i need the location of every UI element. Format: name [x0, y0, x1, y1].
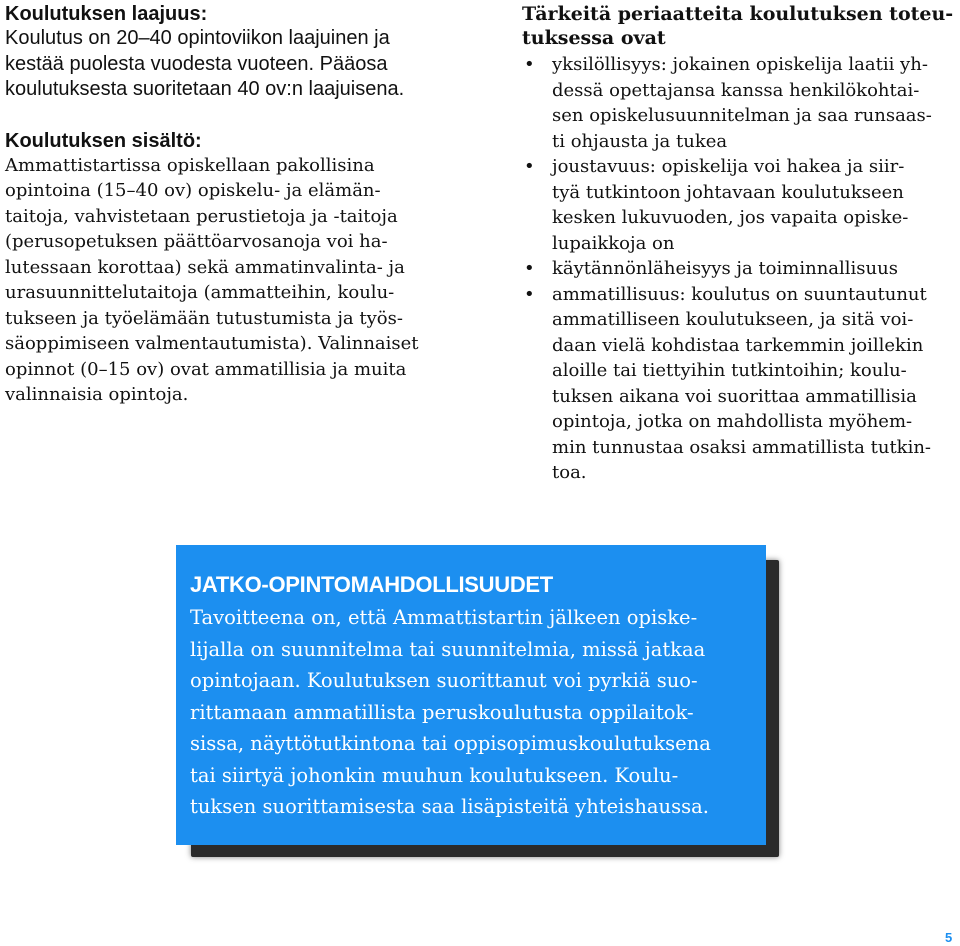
- list-item-line: toa.: [552, 462, 587, 483]
- list-item-line: kesken lukuvuoden, jos vapaita opiske-: [552, 207, 909, 228]
- box-line: rittamaan ammatillista peruskoulutusta oppilaitok-: [190, 700, 694, 724]
- bullet-icon: •: [524, 156, 535, 177]
- box-line: tuksen suorittamisesta saa lisäpisteitä yhteishaussa.: [190, 795, 709, 818]
- bullet-icon: •: [524, 283, 535, 305]
- bullet-icon: •: [524, 54, 535, 75]
- list-item-line: joustavuus: opiskelija voi hakea ja siir-: [552, 156, 905, 177]
- scope-heading: Koulutuksen laajuus:: [5, 3, 208, 25]
- list-item-line: lupaikkoja on: [552, 232, 675, 254]
- content-line: lutessaan korottaa) sekä ammatinvalinta- ja: [5, 256, 405, 278]
- box-line: sissa, näyttötutkintona tai oppisopimuskoulutuksena: [190, 732, 711, 755]
- content-line: Ammattistartissa opiskellaan pakollisina: [5, 154, 375, 176]
- list-item-line: aloille tai tiettyihin tutkintoihin; koulu-: [552, 360, 907, 381]
- scope-line: koulutuksesta suoritetaan 40 ov:n laajuisena.: [5, 78, 405, 100]
- box-line: Tavoitteena on, että Ammattistartin jälkeen opiske-: [190, 606, 698, 629]
- list-item: [522, 52, 942, 154]
- principles-heading: [522, 2, 954, 50]
- content-line: opinnot (0–15 ov) ovat ammatillisia ja muita: [5, 358, 407, 380]
- scope-paragraph: [5, 26, 425, 103]
- content-line: (perusopetuksen päättöarvosanoja voi ha-: [5, 231, 388, 252]
- list-item-line: dessä opettajansa kanssa henkilökohtai-: [552, 79, 920, 101]
- further-studies-box: [176, 545, 766, 845]
- further-studies-content: [190, 571, 760, 823]
- bullet-icon: •: [524, 258, 535, 279]
- content-line: opintoina (15–40 ov) opiskelu- ja elämän-: [5, 180, 381, 201]
- content-line: säoppimiseen valmentautumista). Valinnaiset: [5, 333, 419, 354]
- list-item-line: sen opiskelusuunnitelman ja saa runsaas-: [552, 105, 932, 126]
- further-studies-text: [190, 602, 760, 823]
- box-line: tai siirtyä johonkin muuhun koulutukseen. Koulu-: [190, 763, 679, 787]
- content-line: valinnaisia opintoja.: [5, 384, 189, 405]
- right-column: [522, 2, 954, 486]
- page-number: 5: [945, 930, 953, 945]
- content-line: urasuunnittelutaitoja (ammatteihin, koulu-: [5, 282, 395, 303]
- principles-list: [522, 52, 942, 486]
- left-column: [5, 2, 425, 408]
- list-item: [522, 282, 942, 486]
- scope-line: kestää puolesta vuodesta vuoteen. Pääosa: [5, 52, 388, 75]
- list-item-line: ammatillisuus: koulutus on suuntautunut: [552, 283, 927, 305]
- scope-line: Koulutus on 20–40 opintoviikon laajuinen ja: [5, 27, 390, 49]
- content-line: taitoja, vahvistetaan perustietoja ja -taitoja: [5, 205, 398, 227]
- content-paragraph: [5, 153, 425, 408]
- list-item-line: opintoja, jotka on mahdollista myöhem-: [552, 411, 913, 432]
- list-item-line: daan vielä kohdistaa tarkemmin joillekin: [552, 334, 924, 356]
- principles-heading-line: Tärkeitä periaatteita koulutuksen toteu-: [522, 3, 954, 25]
- list-item-line: ti ohjausta ja tukea: [552, 130, 728, 152]
- box-line: opintojaan. Koulutuksen suorittanut voi pyrkiä suo-: [190, 669, 698, 692]
- list-item-line: tyä tutkintoon johtavaan koulutukseen: [552, 181, 904, 203]
- list-item: [522, 154, 942, 256]
- list-item-line: yksilöllisyys: jokainen opiskelija laatii yh-: [552, 54, 928, 75]
- list-item-line: min tunnustaa osaksi ammatillista tutkin-: [552, 436, 932, 458]
- further-studies-title: JATKO-OPINTOMAHDOLLISUUDET: [190, 572, 553, 597]
- list-item-line: tuksen aikana voi suorittaa ammatillisia: [552, 385, 917, 407]
- list-item: [522, 256, 942, 282]
- box-line: lijalla on suunnitelma tai suunnitelmia, missä jatkaa: [190, 637, 706, 661]
- list-item-line: käytännönläheisyys ja toiminnallisuus: [552, 258, 898, 279]
- content-line: tukseen ja työelämään tutustumista ja työs-: [5, 307, 403, 329]
- list-item-line: ammatilliseen koulutukseen, ja sitä voi-: [552, 309, 914, 330]
- content-heading: Koulutuksen sisältö:: [5, 129, 202, 152]
- principles-heading-line: tuksessa ovat: [522, 27, 666, 49]
